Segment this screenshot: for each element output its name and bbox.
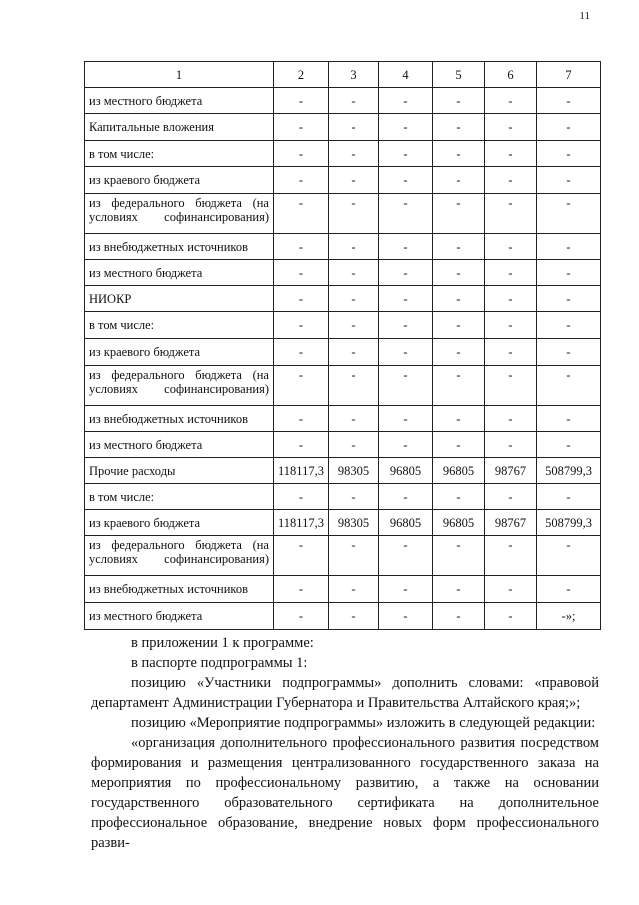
table-row — [85, 536, 601, 576]
value-cell: - — [537, 339, 601, 366]
value-cell: - — [329, 366, 379, 406]
row-label: из краевого бюджета — [85, 339, 274, 366]
table-row — [85, 406, 601, 432]
row-label: из внебюджетных источников — [85, 406, 274, 432]
row-label: Прочие расходы — [85, 458, 274, 484]
value-cell: - — [433, 141, 485, 167]
value-cell: - — [433, 114, 485, 141]
row-label: из местного бюджета — [85, 603, 274, 630]
table-header-row — [85, 62, 601, 88]
value-cell: - — [329, 141, 379, 167]
header-cell: 7 — [537, 62, 601, 88]
value-cell: - — [433, 484, 485, 510]
value-cell: - — [433, 88, 485, 114]
value-cell: - — [537, 406, 601, 432]
row-label: из федерального бюджета (на условиях софинансирования) — [85, 366, 274, 406]
value-cell: 98305 — [329, 510, 379, 536]
value-cell: - — [274, 603, 329, 630]
value-cell: - — [329, 234, 379, 260]
table-row — [85, 167, 601, 194]
value-cell: - — [485, 194, 537, 234]
value-cell: - — [537, 286, 601, 312]
header-cell: 1 — [85, 62, 274, 88]
value-cell: - — [274, 88, 329, 114]
value-cell: - — [274, 406, 329, 432]
value-cell: - — [329, 88, 379, 114]
value-cell: - — [485, 339, 537, 366]
value-cell: - — [485, 88, 537, 114]
value-cell: - — [485, 114, 537, 141]
value-cell: - — [537, 432, 601, 458]
value-cell: - — [379, 339, 433, 366]
value-cell: - — [379, 167, 433, 194]
value-cell: - — [433, 536, 485, 576]
value-cell: - — [485, 167, 537, 194]
value-cell: - — [379, 88, 433, 114]
value-cell: 98767 — [485, 458, 537, 484]
page-number: 11 — [579, 10, 590, 22]
value-cell: 118117,3 — [274, 458, 329, 484]
row-label: Капитальные вложения — [85, 114, 274, 141]
value-cell: - — [329, 312, 379, 339]
budget-table — [84, 61, 601, 630]
value-cell: - — [274, 141, 329, 167]
value-cell: - — [274, 312, 329, 339]
row-label: из федерального бюджета (на условиях софинансирования) — [85, 536, 274, 576]
value-cell: - — [329, 194, 379, 234]
table-row — [85, 366, 601, 406]
row-label: из местного бюджета — [85, 260, 274, 286]
value-cell: - — [537, 167, 601, 194]
value-cell: - — [433, 194, 485, 234]
value-cell: - — [537, 576, 601, 603]
value-cell: - — [485, 312, 537, 339]
table-row — [85, 484, 601, 510]
paragraph: «организация дополнительного профессионального развития посредством формирования и размещения централизованного государственного заказа на мероприятия по профессиональному развитию, а также на основании государственного образовательного сертификата на дополнительное профессиональное образование, внедрение новых форм профессионального разви- — [91, 735, 599, 851]
row-label: в том числе: — [85, 141, 274, 167]
table-row — [85, 286, 601, 312]
value-cell: - — [485, 234, 537, 260]
table-row — [85, 88, 601, 114]
value-cell: - — [329, 432, 379, 458]
value-cell: - — [274, 484, 329, 510]
value-cell: 98305 — [329, 458, 379, 484]
value-cell: - — [433, 260, 485, 286]
value-cell: - — [379, 141, 433, 167]
header-cell: 3 — [329, 62, 379, 88]
value-cell: - — [274, 260, 329, 286]
value-cell: - — [274, 286, 329, 312]
row-label: из внебюджетных источников — [85, 234, 274, 260]
row-label: из местного бюджета — [85, 432, 274, 458]
value-cell: - — [433, 406, 485, 432]
value-cell: - — [274, 339, 329, 366]
value-cell: - — [329, 167, 379, 194]
table-row — [85, 432, 601, 458]
value-cell: - — [537, 234, 601, 260]
value-cell: 118117,3 — [274, 510, 329, 536]
value-cell: - — [485, 366, 537, 406]
value-cell: - — [537, 366, 601, 406]
table-row — [85, 141, 601, 167]
table-row — [85, 260, 601, 286]
paragraph: в паспорте подпрограммы 1: — [131, 655, 308, 671]
value-cell: - — [274, 576, 329, 603]
value-cell: - — [329, 603, 379, 630]
row-label: в том числе: — [85, 312, 274, 339]
value-cell: - — [329, 339, 379, 366]
value-cell: - — [537, 194, 601, 234]
value-cell: - — [379, 366, 433, 406]
table-row — [85, 458, 601, 484]
table-row — [85, 603, 601, 630]
value-cell: - — [485, 260, 537, 286]
table-row — [85, 510, 601, 536]
value-cell: - — [485, 536, 537, 576]
value-cell: - — [433, 312, 485, 339]
value-cell: - — [379, 406, 433, 432]
table-row — [85, 234, 601, 260]
value-cell: - — [433, 603, 485, 630]
value-cell: - — [485, 432, 537, 458]
value-cell: - — [433, 167, 485, 194]
value-cell: - — [433, 366, 485, 406]
value-cell: -»; — [537, 603, 601, 630]
value-cell: - — [537, 536, 601, 576]
table-row — [85, 114, 601, 141]
value-cell: - — [379, 312, 433, 339]
value-cell: - — [379, 114, 433, 141]
value-cell: - — [329, 484, 379, 510]
value-cell: - — [329, 286, 379, 312]
row-label: из местного бюджета — [85, 88, 274, 114]
value-cell: - — [537, 141, 601, 167]
value-cell: - — [329, 406, 379, 432]
value-cell: - — [379, 576, 433, 603]
value-cell: - — [274, 167, 329, 194]
value-cell: - — [433, 286, 485, 312]
value-cell: - — [329, 536, 379, 576]
value-cell: - — [379, 603, 433, 630]
value-cell: - — [379, 234, 433, 260]
value-cell: 508799,3 — [537, 510, 601, 536]
value-cell: 96805 — [433, 510, 485, 536]
value-cell: - — [537, 88, 601, 114]
value-cell: - — [485, 406, 537, 432]
value-cell: 508799,3 — [537, 458, 601, 484]
row-label: из федерального бюджета (на условиях софинансирования) — [85, 194, 274, 234]
value-cell: - — [537, 484, 601, 510]
value-cell: - — [433, 339, 485, 366]
row-label: в том числе: — [85, 484, 274, 510]
header-cell: 2 — [274, 62, 329, 88]
value-cell: - — [274, 114, 329, 141]
paragraph: позицию «Мероприятие подпрограммы» изложить в следующей редакции: — [131, 715, 596, 731]
value-cell: - — [379, 260, 433, 286]
value-cell: 96805 — [379, 458, 433, 484]
row-label: из краевого бюджета — [85, 510, 274, 536]
body-text — [91, 633, 599, 853]
value-cell: 98767 — [485, 510, 537, 536]
value-cell: - — [379, 194, 433, 234]
value-cell: - — [329, 114, 379, 141]
value-cell: - — [433, 432, 485, 458]
value-cell: - — [433, 576, 485, 603]
paragraph: в приложении 1 к программе: — [131, 635, 314, 651]
value-cell: - — [274, 366, 329, 406]
value-cell: - — [485, 141, 537, 167]
value-cell: - — [379, 484, 433, 510]
header-cell: 6 — [485, 62, 537, 88]
value-cell: 96805 — [433, 458, 485, 484]
value-cell: - — [274, 432, 329, 458]
header-cell: 4 — [379, 62, 433, 88]
value-cell: - — [537, 114, 601, 141]
paragraph: позицию «Участники подпрограммы» дополнить словами: «правовой департамент Администрации Губернатора и Правительства Алтайского края;»; — [91, 675, 599, 711]
value-cell: - — [433, 234, 485, 260]
value-cell: - — [379, 286, 433, 312]
value-cell: - — [485, 286, 537, 312]
header-cell: 5 — [433, 62, 485, 88]
table-row — [85, 576, 601, 603]
value-cell: - — [274, 536, 329, 576]
value-cell: 96805 — [379, 510, 433, 536]
value-cell: - — [274, 194, 329, 234]
table-row — [85, 339, 601, 366]
value-cell: - — [379, 536, 433, 576]
value-cell: - — [329, 260, 379, 286]
value-cell: - — [485, 603, 537, 630]
row-label: НИОКР — [85, 286, 274, 312]
table-row — [85, 194, 601, 234]
value-cell: - — [485, 576, 537, 603]
value-cell: - — [274, 234, 329, 260]
row-label: из краевого бюджета — [85, 167, 274, 194]
row-label: из внебюджетных источников — [85, 576, 274, 603]
value-cell: - — [537, 260, 601, 286]
value-cell: - — [379, 432, 433, 458]
value-cell: - — [485, 484, 537, 510]
table-row — [85, 312, 601, 339]
value-cell: - — [537, 312, 601, 339]
value-cell: - — [329, 576, 379, 603]
